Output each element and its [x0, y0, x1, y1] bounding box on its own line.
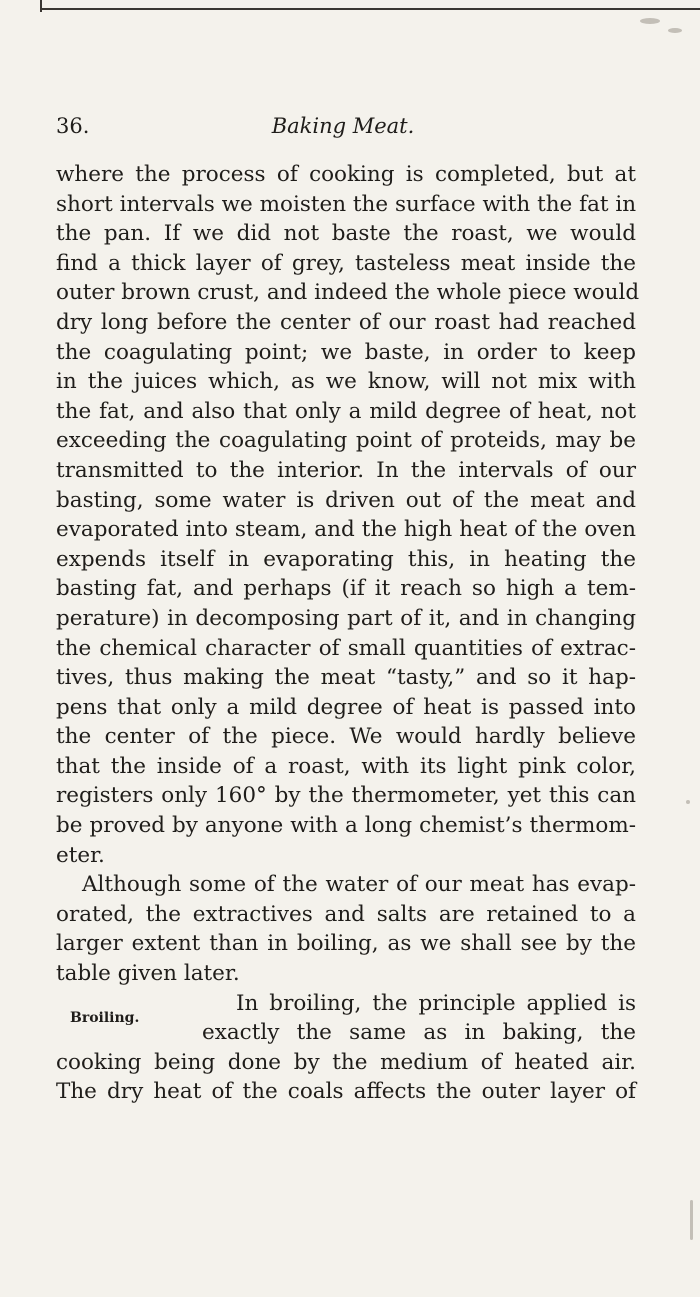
text-line: expends itself in evaporating this, in heating the [56, 546, 636, 572]
text-line: In broiling, the principle applied is [236, 990, 636, 1016]
text-line: larger extent than in boiling, as we shall see by the [56, 931, 636, 957]
text-line: cooking being done by the medium of heated air. [56, 1049, 636, 1075]
text-line: tives, thus making the meat “tasty,” and so it hap- [56, 665, 636, 691]
page-header [56, 114, 630, 148]
text-line: find a thick layer of grey, tasteless meat inside the [56, 250, 636, 276]
text-line: the coagulating point; we baste, in order to keep [56, 339, 636, 365]
text-line: in the juices which, as we know, will not mix with [56, 369, 636, 395]
text-line: where the process of cooking is completed, but at [56, 162, 636, 187]
text-line: pens that only a mild degree of heat is passed into [56, 694, 636, 720]
paper-speck [690, 1200, 693, 1240]
text-line: short intervals we moisten the surface with the fat in [56, 191, 637, 217]
text-line: the fat, and also that only a mild degree of heat, not [56, 398, 636, 424]
text-line: be proved by anyone with a long chemist’s thermom- [56, 813, 636, 839]
text-line: basting fat, and perhaps (if it reach so high a tem- [56, 576, 636, 602]
body-text [56, 160, 640, 1107]
text-line: transmitted to the interior. In the intervals of our [56, 457, 636, 483]
text-line: registers only 160° by the thermometer, yet this can [56, 783, 636, 809]
frame-tick [40, 0, 42, 12]
top-rule [40, 8, 700, 10]
text-line: basting, some water is driven out of the meat and [56, 487, 636, 513]
text-line: The dry heat of the coals affects the outer layer of [56, 1079, 636, 1105]
margin-note: Broiling. [70, 1010, 140, 1026]
text-line: the pan. If we did not baste the roast, we would [56, 221, 636, 247]
text-line: the center of the piece. We would hardly believe [56, 724, 636, 750]
text-line: exactly the same as in baking, the [202, 1020, 636, 1046]
text-line: eter. [56, 842, 105, 868]
text-line: the chemical character of small quantities of extrac- [56, 635, 636, 661]
text-line: perature) in decomposing part of it, and in changing [56, 605, 636, 631]
running-head: Baking Meat. [271, 114, 415, 138]
paper-speck [668, 28, 682, 33]
text-line: exceeding the coagulating point of proteids, may be [56, 428, 636, 454]
text-line: outer brown crust, and indeed the whole piece would [56, 280, 640, 306]
paper-speck [686, 800, 690, 804]
text-line: that the inside of a roast, with its light pink color, [56, 753, 636, 779]
text-line: evaporated into steam, and the high heat of the oven [56, 517, 636, 543]
text-line: table given later. [56, 961, 240, 987]
page-number: 36. [56, 114, 90, 138]
text-line: Although some of the water of our meat has evap- [82, 872, 636, 898]
text-line: dry long before the center of our roast had reached [56, 309, 636, 335]
paper-speck [640, 18, 660, 24]
text-line: orated, the extractives and salts are retained to a [56, 901, 636, 927]
